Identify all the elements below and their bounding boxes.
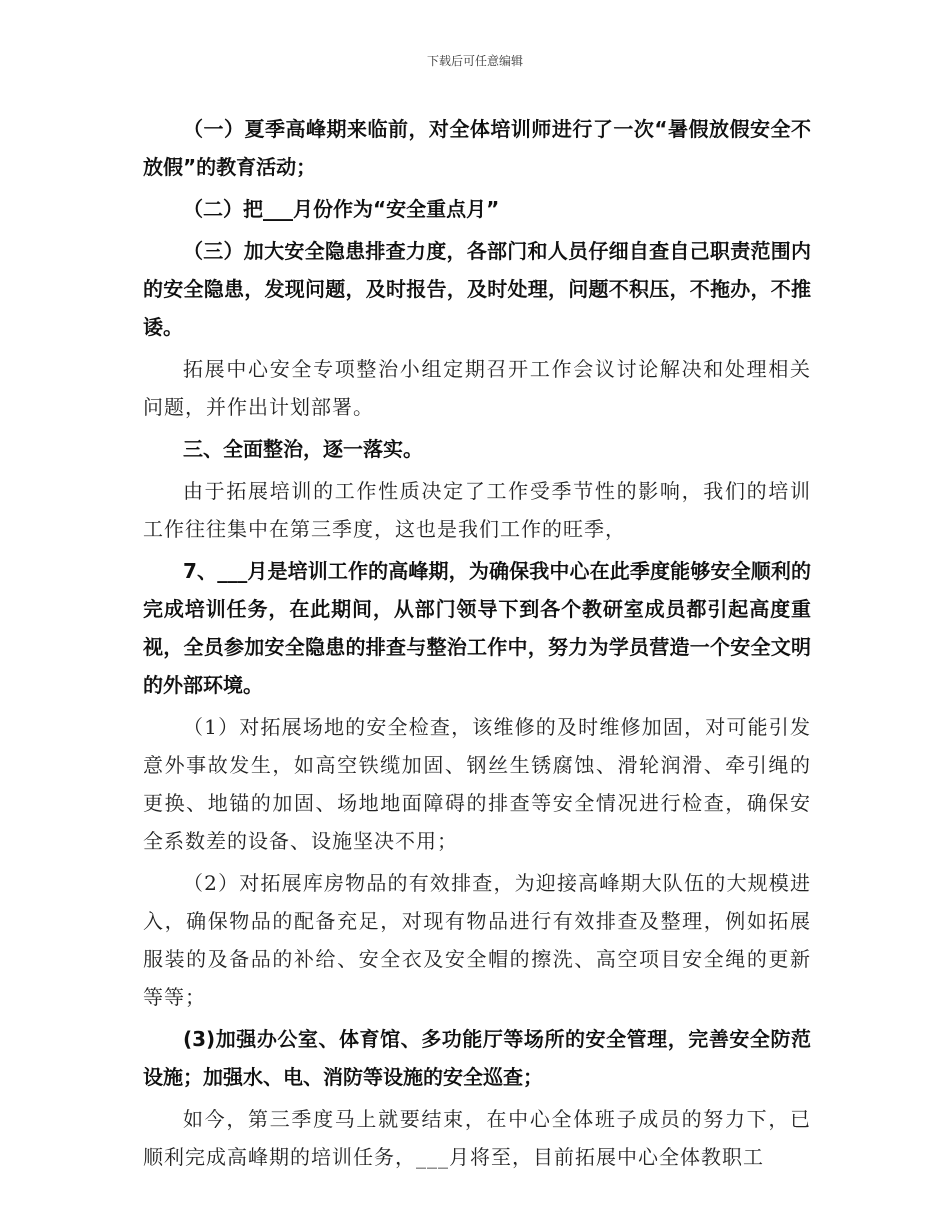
- paragraph-7: 7、___月是培训工作的高峰期，为确保我中心在此季度能够安全顺利的完成培训任务，在此期间，从部门领导下到各个教研室成员都引起高度重视，全员参加安全隐患的排查与整治工作中，努力为学员营造一个安全文明的外部环境。: [143, 559, 811, 697]
- section-heading: 三、全面整治，逐一落实。: [183, 437, 423, 461]
- paragraph-9: （2）对拓展库房物品的有效排查，为迎接高峰期大队伍的大规模进入，确保物品的配备充足，对现有物品进行有效排查及整理，例如拓展服装的及备品的补给、安全衣及安全帽的擦洗、高空项目安全绳的更新等等；: [143, 871, 811, 1009]
- page-header: 下载后可任意编辑: [426, 54, 523, 68]
- paragraph-4: 拓展中心安全专项整治小组定期召开工作会议讨论解决和处理相关问题，并作出计划部署。: [143, 357, 811, 419]
- paragraph-1: （一）夏季高峰期来临前，对全体培训师进行了一次“暑假放假安全不放假”的教育活动；: [143, 117, 811, 179]
- paragraph-11: 如今，第三季度马上就要结束，在中心全体班子成员的努力下，已顺利完成高峰期的培训任务，___月将至，目前拓展中心全体教职工: [143, 1107, 811, 1169]
- paragraph-8: （1）对拓展场地的安全检查，该维修的及时维修加固，对可能引发意外事故发生，如高空铁缆加固、钢丝生锈腐蚀、滑轮润滑、牵引绳的更换、地锚的加固、场地地面障碍的排查等安全情况进行检查，确保安全系数差的设备、设施坚决不用；: [143, 715, 811, 853]
- document-body: [143, 110, 811, 1176]
- paragraph-10: (3)加强办公室、体育馆、多功能厅等场所的安全管理，完善安全防范设施；加强水、电、消防等设施的安全巡查；: [143, 1027, 811, 1089]
- paragraph-2: （二）把___月份作为“安全重点月”: [183, 197, 500, 221]
- paragraph-3: （三）加大安全隐患排查力度，各部门和人员仔细自查自己职责范围内的安全隐患，发现问题，及时报告，及时处理，问题不积压，不拖办，不推诿。: [143, 239, 811, 339]
- paragraph-6: 由于拓展培训的工作性质决定了工作受季节性的影响，我们的培训工作往往集中在第三季度，这也是我们工作的旺季，: [143, 479, 811, 541]
